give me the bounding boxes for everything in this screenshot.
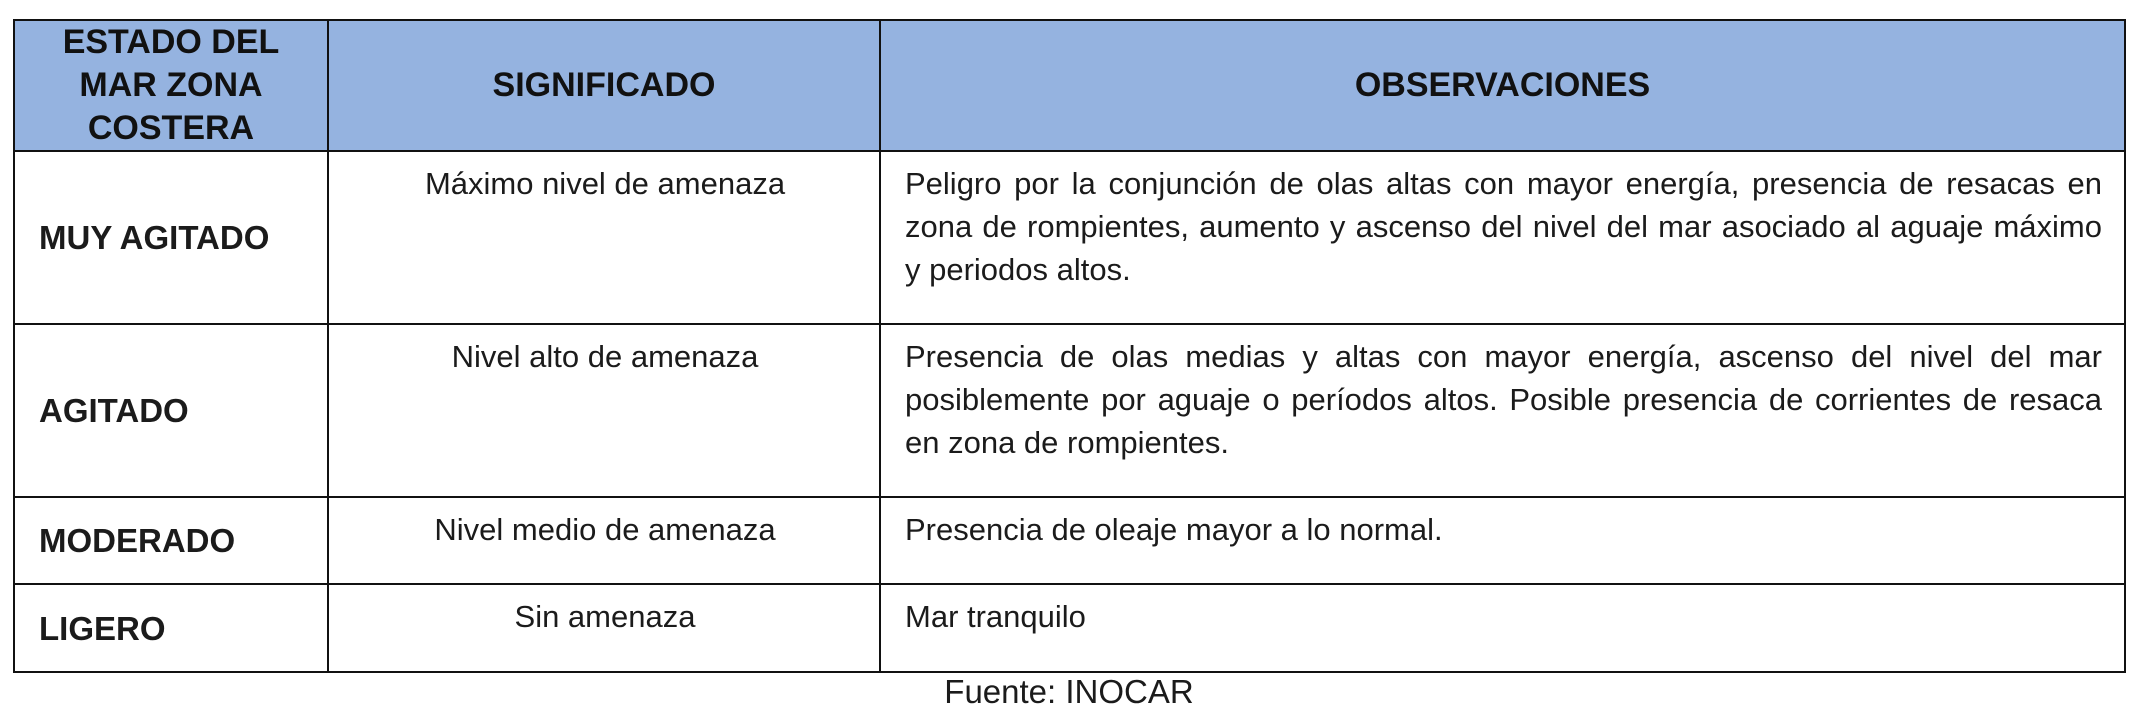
table-row [14, 324, 2125, 497]
observation-cell: Mar tranquilo [880, 584, 2125, 672]
sea-state-cell: MODERADO [14, 497, 328, 584]
meaning-cell: Máximo nivel de amenaza [328, 151, 880, 324]
table-row [14, 151, 2125, 324]
table-row [14, 497, 2125, 584]
sea-state-table-container [13, 19, 2124, 673]
header-row [14, 20, 2125, 151]
meaning-cell: Nivel alto de amenaza [328, 324, 880, 497]
meaning-cell: Nivel medio de amenaza [328, 497, 880, 584]
header-sea-state: ESTADO DEL MAR ZONA COSTERA [14, 20, 328, 151]
observation-cell: Peligro por la conjunción de olas altas con mayor energía, presencia de resacas en zona de rompientes, aumento y ascenso del nivel del mar asociado al aguaje máximo y periodos altos. [880, 151, 2125, 324]
observation-cell: Presencia de olas medias y altas con mayor energía, ascenso del nivel del mar posiblemente por aguaje o períodos altos. Posible presencia de corrientes de resaca en zona de rompientes. [880, 324, 2125, 497]
sea-state-cell: MUY AGITADO [14, 151, 328, 324]
header-observations: OBSERVACIONES [880, 20, 2125, 151]
header-meaning: SIGNIFICADO [328, 20, 880, 151]
sea-state-cell: AGITADO [14, 324, 328, 497]
meaning-cell: Sin amenaza [328, 584, 880, 672]
source-caption: Fuente: INOCAR [944, 673, 1194, 710]
sea-state-table [13, 19, 2126, 673]
sea-state-cell: LIGERO [14, 584, 328, 672]
table-row [14, 584, 2125, 672]
table-header [14, 20, 2125, 151]
observation-cell: Presencia de oleaje mayor a lo normal. [880, 497, 2125, 584]
table-body [14, 151, 2125, 672]
